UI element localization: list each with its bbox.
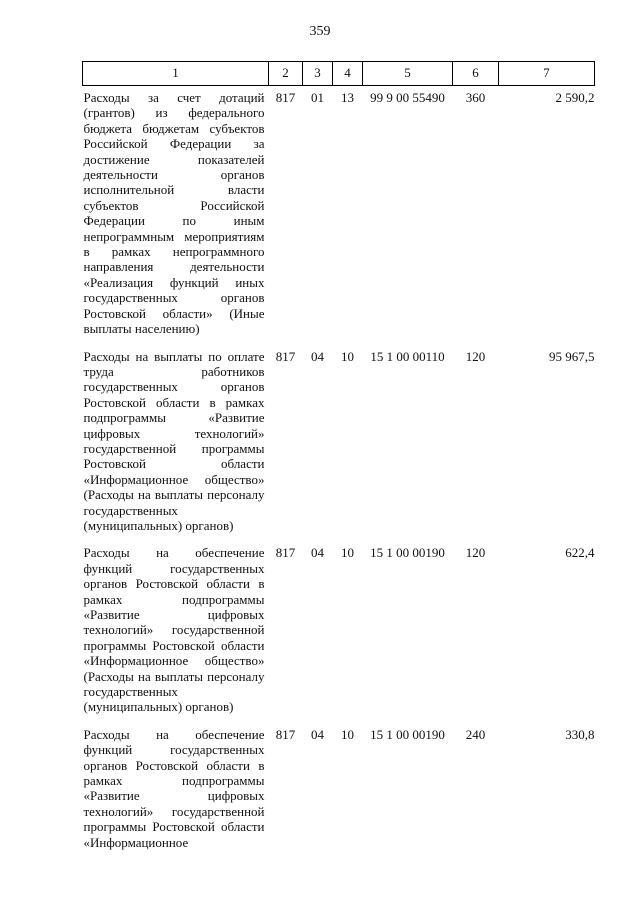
table-row bbox=[83, 727, 595, 862]
row-ministry-code: 817 bbox=[275, 90, 296, 105]
row-target-article: 99 9 00 55490 bbox=[370, 90, 445, 105]
row-amount: 622,4 bbox=[565, 545, 595, 561]
header-col-7: 7 bbox=[499, 62, 595, 86]
table-row bbox=[83, 86, 595, 349]
row-expense-type: 120 bbox=[465, 545, 486, 561]
row-target-article: 15 1 00 00190 bbox=[370, 545, 445, 561]
row-description: Расходы за счет дотаций (грантов) из федерального бюджета бюджетам субъектов Российской Федерации за достижение показателей деятельности органов исполнительной власти субъектов Российской Федерации по иным непрограммным мероприятиям в рамках непрограммного направления деятельности «Реализация функций иных государственных органов Ростовской области» (Иные выплаты населению) bbox=[83, 90, 265, 337]
row-target-article: 15 1 00 00190 bbox=[370, 726, 445, 742]
row-description: Расходы на обеспечение функций государственных органов Ростовской области в рамках подпрограммы «Развитие цифровых технологий» государственной программы Ростовской области «Информационное общество» (Расходы на выплаты персоналу государственных (муниципальных) органов) bbox=[83, 545, 265, 715]
row-amount: 2 590,2 bbox=[555, 90, 595, 105]
row-ministry-code: 817 bbox=[275, 545, 296, 561]
row-section-code: 04 bbox=[311, 545, 324, 561]
row-description: Расходы на обеспечение функций государственных органов Ростовской области в рамках подпрограммы «Развитие цифровых технологий» государственной программы Ростовской области «Информационное bbox=[83, 726, 265, 850]
row-subsection-code: 10 bbox=[341, 348, 354, 364]
header-col-4: 4 bbox=[333, 62, 363, 86]
row-expense-type: 360 bbox=[465, 90, 486, 105]
row-subsection-code: 10 bbox=[341, 726, 354, 742]
header-col-6: 6 bbox=[453, 62, 499, 86]
row-expense-type: 120 bbox=[465, 348, 486, 364]
row-subsection-code: 13 bbox=[341, 90, 354, 105]
row-target-article: 15 1 00 00110 bbox=[370, 348, 445, 364]
table-header-row bbox=[83, 62, 595, 86]
row-expense-type: 240 bbox=[465, 726, 486, 742]
header-col-2: 2 bbox=[269, 62, 303, 86]
table-row bbox=[83, 545, 595, 726]
header-col-3: 3 bbox=[303, 62, 333, 86]
row-ministry-code: 817 bbox=[275, 726, 296, 742]
row-section-code: 01 bbox=[311, 90, 324, 105]
row-ministry-code: 817 bbox=[275, 348, 296, 364]
row-description: Расходы на выплаты по оплате труда работников государственных органов Ростовской области в рамках подпрограммы «Развитие цифровых технологий» государственной программы Ростовской области «Информационное общество» (Расходы на выплаты персоналу государственных (муниципальных) органов) bbox=[83, 348, 265, 533]
row-section-code: 04 bbox=[311, 726, 324, 742]
row-section-code: 04 bbox=[311, 348, 324, 364]
header-col-1: 1 bbox=[83, 62, 269, 86]
row-amount: 95 967,5 bbox=[549, 348, 595, 364]
row-amount: 330,8 bbox=[565, 726, 595, 742]
header-col-5: 5 bbox=[363, 62, 453, 86]
page-number: 359 bbox=[309, 24, 331, 39]
budget-table bbox=[82, 61, 595, 862]
table-row bbox=[83, 349, 595, 546]
row-subsection-code: 10 bbox=[341, 545, 354, 561]
